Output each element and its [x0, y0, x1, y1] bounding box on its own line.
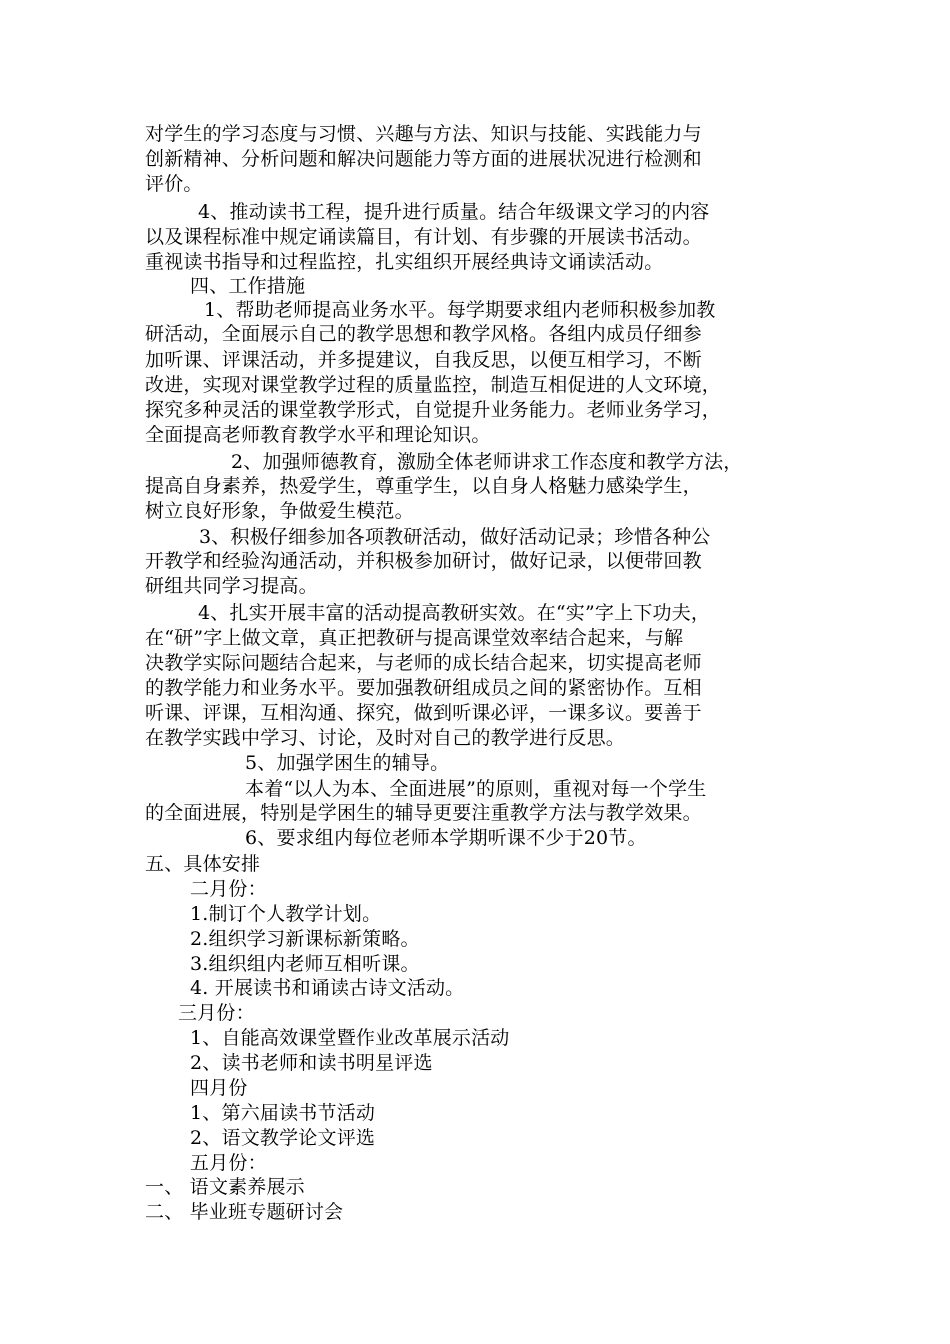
list-item: 2.组织学习新课标新策略。: [190, 928, 420, 950]
paragraph-line: 3、积极仔细参加各项教研活动，做好活动记录；珍惜各种公: [199, 526, 711, 548]
paragraph-line: 以及课程标准中规定诵读篇目，有计划、有步骤的开展读书活动。: [145, 226, 702, 248]
list-item: 3.组织组内老师互相听课。: [190, 953, 420, 975]
paragraph-line: 听课、评课，互相沟通、探究，做到听课必评，一课多议。要善于: [145, 702, 702, 724]
paragraph-line: 重视读书指导和过程监控，扎实组织开展经典诗文诵读活动。: [145, 251, 664, 273]
paragraph-line: 4、推动读书工程，提升进行质量。结合年级课文学习的内容: [198, 201, 710, 223]
paragraph-line: 创新精神、分析问题和解决问题能力等方面的进展状况进行检测和: [145, 148, 702, 170]
month-heading: 五月份：: [190, 1152, 267, 1174]
section-heading: 四、工作措施: [190, 275, 306, 297]
paragraph-line: 加听课、评课活动，并多提建议，自我反思，以便互相学习，不断: [145, 349, 702, 371]
list-item: 1、自能高效课堂暨作业改革展示活动: [190, 1027, 510, 1049]
section-heading: 五、具体安排: [145, 853, 261, 875]
list-item: 1.制订个人教学计划。: [190, 903, 382, 925]
month-heading: 三月份：: [178, 1002, 255, 1024]
list-item: 2、语文教学论文评选: [190, 1127, 376, 1149]
paragraph-line: 6、要求组内每位老师本学期听课不少于20节。: [245, 827, 647, 849]
list-item: 1、第六届读书节活动: [190, 1102, 376, 1124]
paragraph-line: 1、帮助老师提高业务水平。每学期要求组内老师积极参加教: [204, 299, 716, 321]
paragraph-line: 树立良好形象，争做爱生模范。: [145, 500, 414, 522]
list-item: 二、 毕业班专题研讨会: [145, 1201, 344, 1223]
paragraph-line: 在教学实践中学习、讨论，及时对自己的教学进行反思。: [145, 727, 626, 749]
paragraph-line: 本着“以人为本、全面进展”的原则，重视对每一个学生: [245, 778, 707, 800]
paragraph-line: 对学生的学习态度与习惯、兴趣与方法、知识与技能、实践能力与: [145, 123, 702, 145]
paragraph-line: 在“研”字上做文章，真正把教研与提高课堂效率结合起来，与解: [145, 627, 684, 649]
list-item: 一、 语文素养展示: [145, 1176, 305, 1198]
paragraph-line: 研组共同学习提高。: [145, 575, 318, 597]
paragraph-line: 评价。: [145, 173, 203, 195]
paragraph-line: 改进，实现对课堂教学过程的质量监控，制造互相促进的人文环境，: [145, 374, 722, 396]
paragraph-line: 5、加强学困生的辅导。: [245, 752, 450, 774]
list-item: 2、读书老师和读书明星评选: [190, 1052, 433, 1074]
paragraph-line: 2、加强师德教育，激励全体老师讲求工作态度和教学方法，: [231, 451, 743, 473]
paragraph-line: 4、扎实开展丰富的活动提高教研实效。在“实”字上下功夫，: [198, 602, 711, 624]
paragraph-line: 的教学能力和业务水平。要加强教研组成员之间的紧密协作。互相: [145, 677, 702, 699]
month-heading: 二月份：: [190, 878, 267, 900]
paragraph-line: 的全面进展，特别是学困生的辅导更要注重教学方法与教学效果。: [145, 802, 702, 824]
list-item: 4. 开展读书和诵读古诗文活动。: [190, 977, 465, 999]
month-heading: 四月份: [190, 1077, 248, 1099]
paragraph-line: 提高自身素养，热爱学生，尊重学生，以自身人格魅力感染学生，: [145, 475, 702, 497]
paragraph-line: 全面提高老师教育教学水平和理论知识。: [145, 424, 491, 446]
paragraph-line: 研活动，全面展示自己的教学思想和教学风格。各组内成员仔细参: [145, 323, 702, 345]
paragraph-line: 探究多种灵活的课堂教学形式，自觉提升业务能力。老师业务学习，: [145, 399, 722, 421]
paragraph-line: 决教学实际问题结合起来，与老师的成长结合起来，切实提高老师: [145, 652, 702, 674]
paragraph-line: 开教学和经验沟通活动，并积极参加研讨，做好记录，以便带回教: [145, 550, 702, 572]
